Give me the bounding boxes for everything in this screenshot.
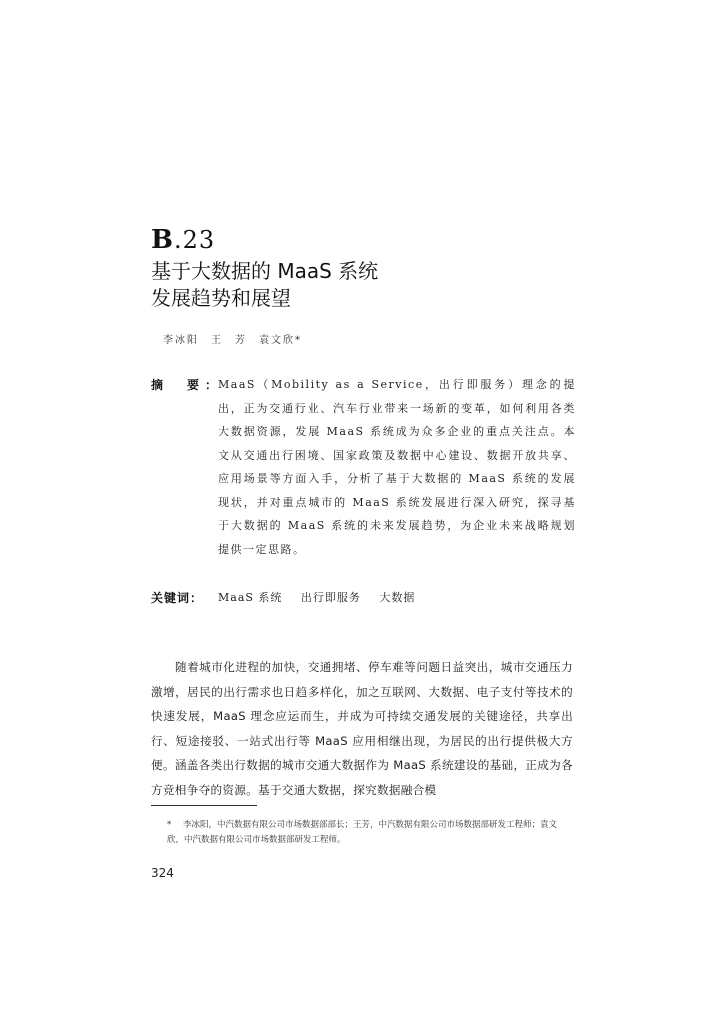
keyword-item: 大数据 — [379, 591, 416, 604]
title-line-2: 发展趋势和展望 — [151, 286, 291, 310]
chapter-number — [151, 226, 215, 254]
abstract-label: 摘 要： — [151, 378, 224, 392]
chapter-letter: B — [151, 225, 174, 255]
footnote — [167, 818, 573, 848]
keyword-list — [218, 590, 429, 606]
chapter-digits: .23 — [173, 226, 216, 254]
body-paragraph: 随着城市化进程的加快，交通拥堵、停车难等问题日益突出，城市交通压力激增，居民的出行需求也日趋多样化，加之互联网、大数据、电子支付等技术的快速发展，MaaS 理念应运而生，并成为可持续交通发展的关键途径，共享出行、短途接驳、一站式出行等 MaaS 应用相继出现，为居民的出行提供极大方便。涵盖各类出行数据的城市交通大数据作为 MaaS 系统建设的基础，正成为各方竞相争夺的资源。基于交通大数据，探究数据融合模 — [151, 660, 573, 797]
keyword-item: MaaS 系统 — [218, 591, 283, 604]
footnote-text: 李冰阳，中汽数据有限公司市场数据部部长；王芳，中汽数据有限公司市场数据部研发工程师；袁文欣，中汽数据有限公司市场数据部研发工程师。 — [167, 820, 558, 845]
keyword-item: 出行即服务 — [300, 591, 361, 604]
author-list: 李冰阳 王 芳 袁文欣* — [163, 335, 302, 346]
chapter-title — [151, 258, 591, 312]
title-line-1: 基于大数据的 MaaS 系统 — [151, 259, 379, 283]
keywords-label: 关键词： — [151, 591, 204, 605]
footnote-mark: * — [167, 820, 172, 830]
abstract-text: MaaS（Mobility as a Service，出行即服务）理念的提出，正为交通行业、汽车行业带来一场新的变革，如何利用各类大数据资源，发展 MaaS 系统成为众多企业的重点关注点。本文从交通出行困境、国家政策及数据中心建设、数据开放共享、应用场景等方面入手，分析了基于大数据的 MaaS 系统的发展现状，并对重点城市的 MaaS 系统发展进行深入研究，探寻基于大数据的 MaaS 系统的未来发展趋势，为企业未来战略规划提供一定思路。 — [218, 378, 576, 556]
page-number: 324 — [151, 866, 174, 880]
footnote-divider — [151, 805, 257, 806]
